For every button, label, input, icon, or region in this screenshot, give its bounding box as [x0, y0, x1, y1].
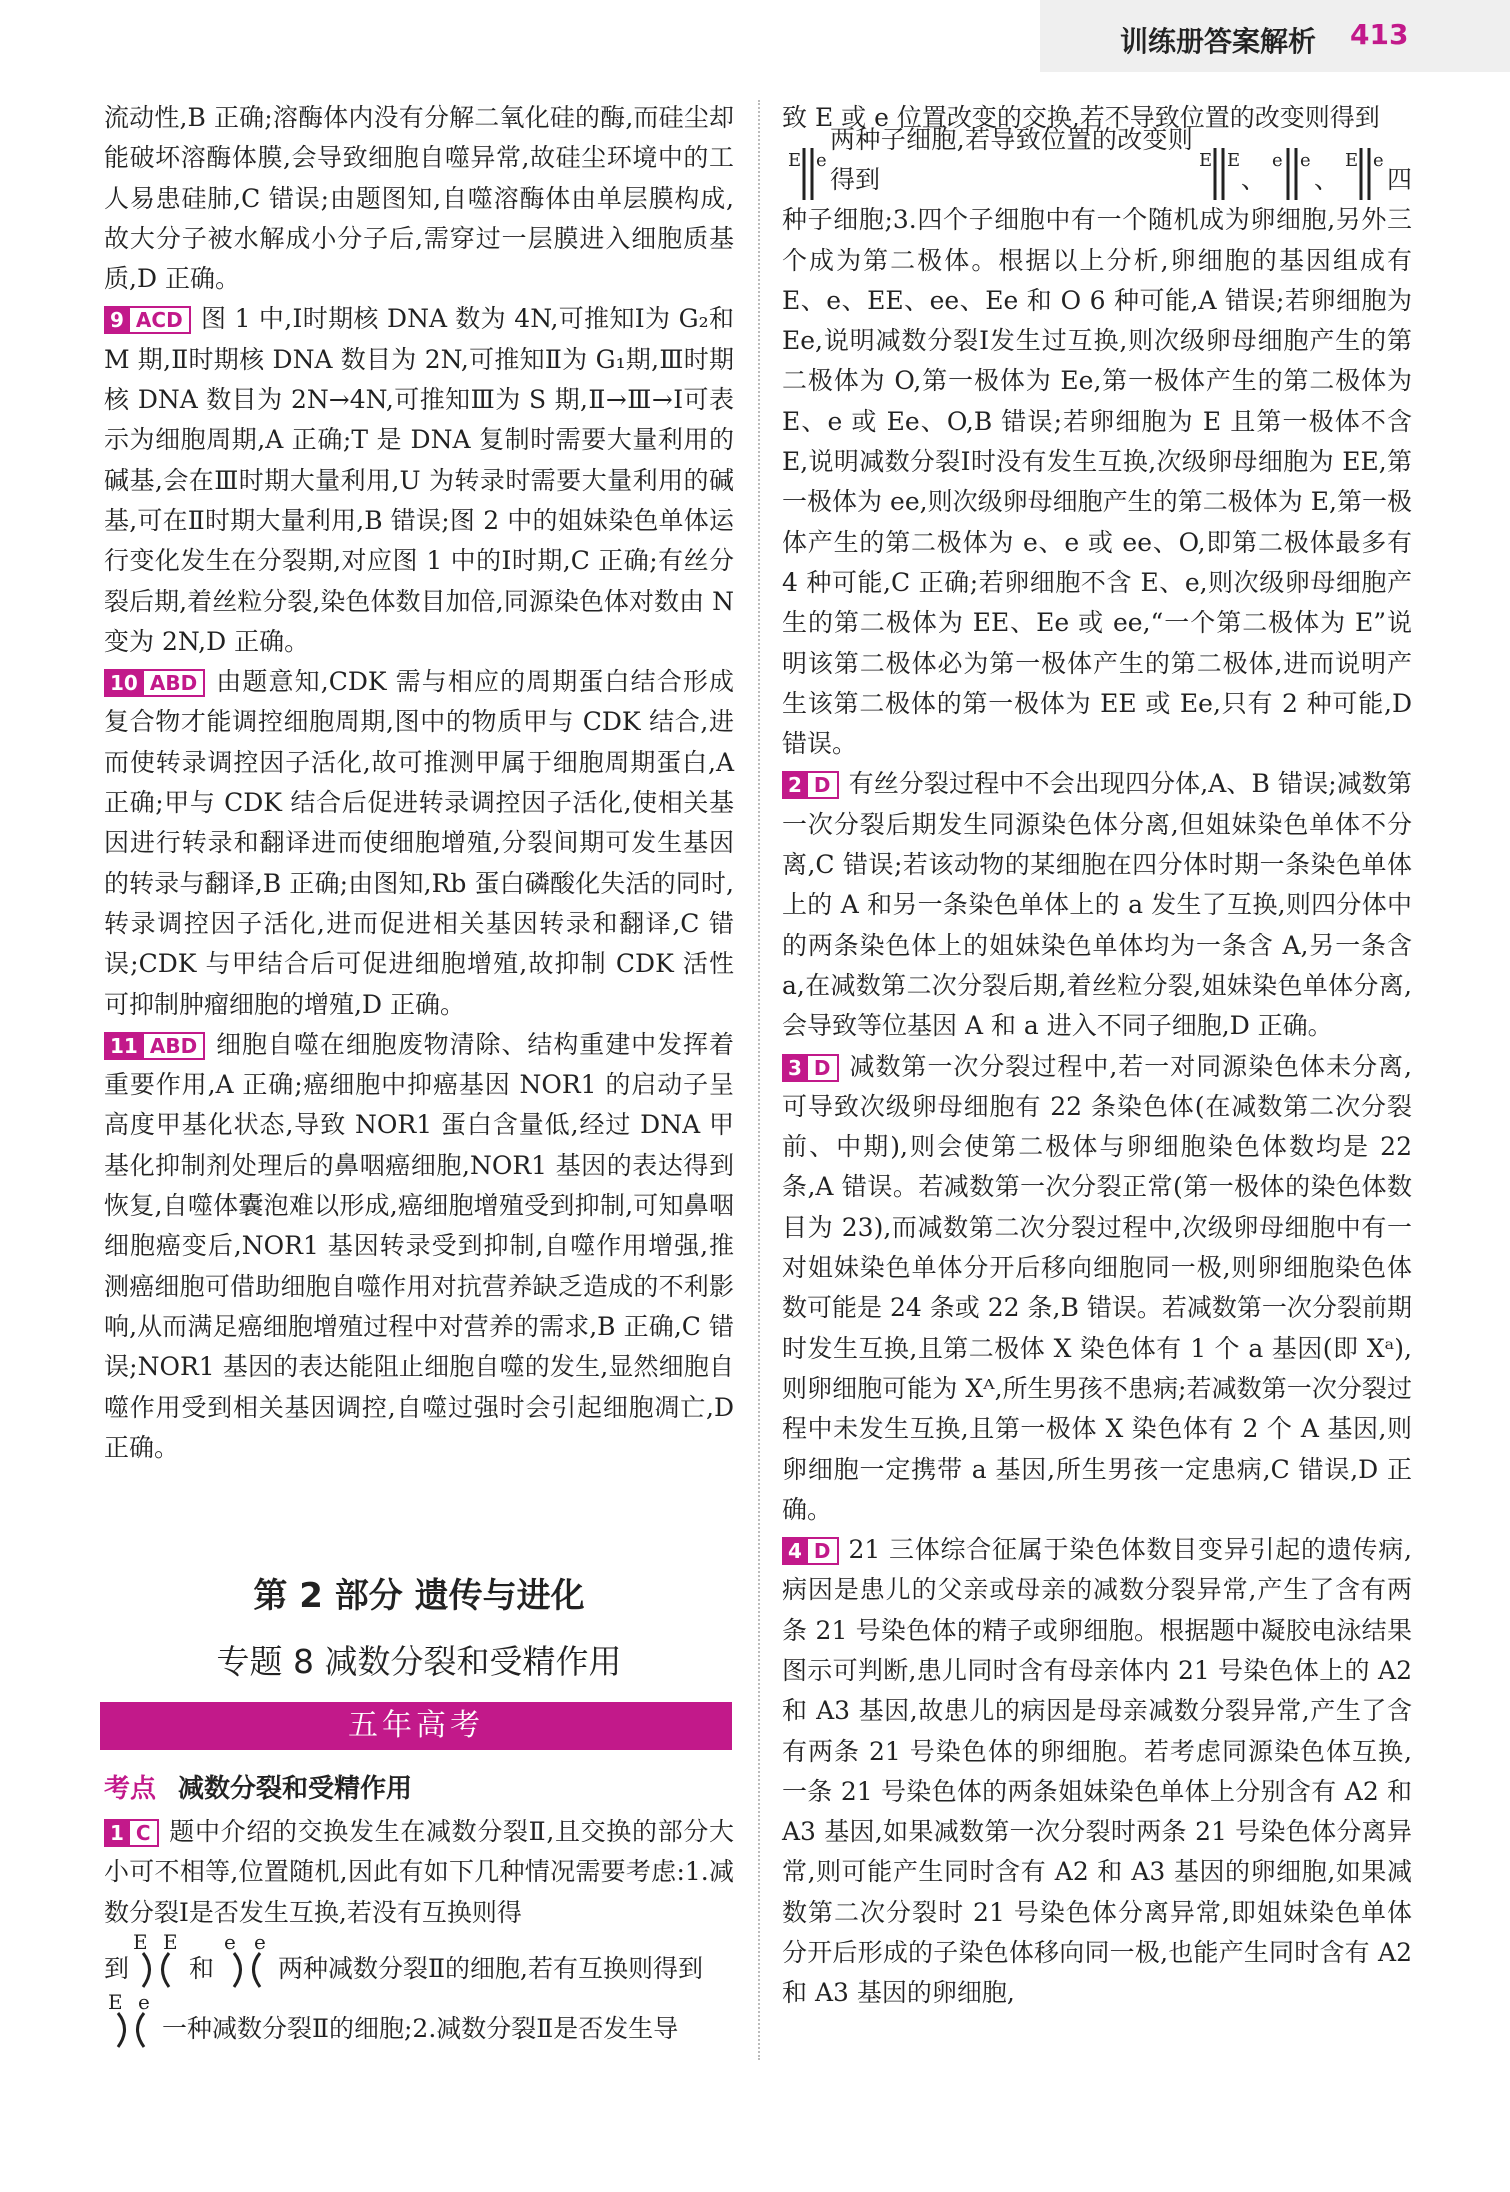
question-badge	[104, 1812, 159, 1852]
gene-label: e	[1372, 150, 1384, 172]
knowledge-point-title: 减数分裂和受精作用	[178, 1774, 413, 1804]
text-fragment: 、	[1313, 165, 1339, 194]
question-number: 4	[782, 1537, 808, 1565]
paragraph: 种子细胞;3.四个子细胞中有一个随机成为卵细胞,另外三个成为第二极体。根据以上分析,卵细胞的基因组成有 E、e、EE、ee、Ee 和 O 6 种可能,A 错误;若卵细胞为 Ee,说明减数分裂Ⅰ发生过互换,则次级卵母细胞产生的第二极体为 O,第一极体为 Ee,第一极体产生的第二极体为 E、e 或 Ee、O,B 错误;若卵细胞为 E 且第一极体不含 E,说明减数分裂Ⅰ时没有发生互换,次级卵母细胞为 EE,第一极体为 ee,则次级卵母细胞产生的第二极体为 E,第一极体产生的第二极体为 e、e 或 ee、O,即第二极体最多有 4 种可能,C 正确;若卵细胞不含 E、e,则次级卵母细胞产生的第二极体为 EE、Ee 或 ee,“一个第二极体为 E”说明该第二极体必为第一极体产生的第二极体,进而说明产生该第二极体的第一极体为 EE 或 Ee,只有 2 种可能,D 错误。	[782, 205, 1412, 759]
question-number: 3	[782, 1054, 808, 1082]
chromosome-x-diagram	[104, 1991, 158, 2049]
answer-item-1	[104, 1812, 734, 1933]
page-header	[1040, 0, 1510, 72]
answer-text: 有丝分裂过程中不会出现四分体,A、B 错误;减数第一次分裂后期发生同源染色体分离,但姐妹染色单体不分离,C 错误;若该动物的某细胞在四分体时期一条染色单体上的 A 和另一条染色单体上的 a 发生了互换,则四分体中的两条染色体上的姐妹染色单体均为一条含 A,另一条含 a,在减数第二次分裂后期,着丝粒分裂,姐妹染色单体分离,会导致等位基因 A 和 a 进入不同子细胞,D 正确。	[782, 769, 1412, 1041]
text-fragment: 到	[104, 1953, 130, 1983]
gene-label: E	[108, 1990, 123, 2014]
paragraph: 致 E 或 e 位置改变的交换,若不导致位置的改变则得到	[782, 103, 1380, 132]
question-badge	[782, 1530, 839, 1570]
left-column	[104, 98, 734, 1468]
chromosome-x-diagram	[129, 1931, 183, 1989]
page-number: 413	[1350, 18, 1409, 51]
question-number: 11	[104, 1032, 144, 1060]
answer-text: 细胞自噬在细胞废物清除、结构重建中发挥着重要作用,A 正确;癌细胞中抑癌基因 NOR1 的启动子呈高度甲基化状态,导致 NOR1 蛋白含量低,经过 DNA 甲基化抑制剂处理后的鼻咽癌细胞,NOR1 基因的表达得到恢复,自噬体囊泡难以形成,癌细胞增殖受到抑制,可知鼻咽细胞癌变后,NOR1 基因转录受到抑制,自噬作用增强,推测癌细胞可借助细胞自噬作用对抗营养缺乏造成的不利影响,从而满足癌细胞增殖过程中对营养的需求,B 正确,C 错误;NOR1 基因的表达能阻止细胞自噬的发生,显然细胞自噬作用受到相关基因调控,自噬过强时会引起细胞凋亡,D 正确。	[104, 1029, 734, 1462]
answer-text: 由题意知,CDK 需与相应的周期蛋白结合形成复合物才能调控细胞周期,图中的物质甲与 CDK 结合,进而使转录调控因子活化,故可推测甲属于细胞周期蛋白,A 正确;甲与 CDK 结合后促进转录调控因子活化,使相关基因进行转录和翻译进而使细胞增殖,分裂间期可发生基因的转录与翻译,B 正确;由图知,Rb 蛋白磷酸化失活的同时,转录调控因子活化,进而促进相关基因转录和翻译,C 错误;CDK 与甲结合后可促进细胞增殖,故抑制 CDK 活性可抑制肿瘤细胞的增殖,D 正确。	[104, 667, 734, 1019]
left-column-bottom	[104, 1812, 734, 2049]
gene-label: E	[163, 1930, 178, 1954]
gene-label: e	[138, 1990, 150, 2014]
text-fragment: 和	[189, 1953, 215, 1983]
text-fragment: 、	[1240, 165, 1266, 194]
question-number: 10	[104, 669, 144, 697]
chromosome-x-shape	[104, 1991, 158, 2049]
question-number: 1	[104, 1819, 130, 1847]
chromatid-pair-shape	[1339, 142, 1393, 204]
gene-label: E	[1344, 150, 1359, 172]
gene-label: E	[1198, 150, 1213, 172]
text-fragment: 两种减数分裂Ⅱ的细胞,若有互换则得到	[278, 1953, 703, 1983]
chromosome-x-diagram	[220, 1931, 274, 1989]
text-fragment: 四	[1387, 165, 1413, 194]
gene-label: E	[788, 150, 802, 172]
chromatid-pair-diagram	[1339, 142, 1387, 200]
gene-label: E	[1226, 150, 1241, 172]
gene-label: e	[1271, 150, 1283, 172]
column-divider	[758, 100, 760, 2060]
chromatid-pair-diagram	[1266, 142, 1314, 200]
answer-text: 减数第一次分裂过程中,若一对同源染色体未分离,可导致次级卵母细胞有 22 条染色体(在减数第二次分裂前、中期),则会使第二极体与卵细胞染色体数均是 22 条,A 错误。若减数第一次分裂正常(第一极体的染色体数目为 23),而减数第二次分裂过程中,次级卵母细胞中有一对姐妹染色单体分开后移向细胞同一极,则卵细胞染色体数可能是 24 条或 22 条,B 错误。若减数第一次分裂前期时发生互换,且第二极体 X 染色体有 1 个 a 基因(即 Xᵃ),则卵细胞可能为 Xᴬ,所生男孩不患病;若减数第一次分裂过程中未发生互换,且第一极体 X 染色体有 2 个 A 基因,则卵细胞一定携带 a 基因,所生男孩一定患病,C 错误,D 正确。	[782, 1051, 1412, 1524]
chromatid-pair-diagram	[782, 142, 830, 200]
answer-choice: C	[128, 1819, 159, 1847]
question-badge	[104, 662, 205, 702]
gene-label: E	[133, 1930, 148, 1954]
question-number: 2	[782, 771, 808, 799]
question-badge	[104, 1025, 205, 1065]
header-title: 训练册答案解析	[1119, 25, 1316, 58]
right-column	[782, 98, 1412, 2014]
knowledge-point-label: 考点	[104, 1774, 157, 1804]
answer-choice: D	[806, 771, 839, 799]
answer-text: 21 三体综合征属于染色体数目变异引起的遗传病,病因是患儿的父亲或母亲的减数分裂异常,产生了含有两条 21 号染色体的精子或卵细胞。根据题中凝胶电泳结果图示可判断,患儿同时含有母亲体内 21 号染色体上的 A2 和 A3 基因,故患儿的病因是母亲减数分裂异常,产生了含有两条 21 号染色体的卵细胞。若考虑同源染色体互换,一条 21 号染色体的两条姐妹染色单体上分别含有 A2 和 A3 基因,如果减数第一次分裂时两条 21 号染色体分离异常,则可能产生同时含有 A2 和 A3 基因的卵细胞,如果减数第二次分裂时 21 号染色体分离异常,即姐妹染色单体分开后形成的子染色体移向同一极,也能产生同时含有 A2 和 A3 基因的卵细胞,	[782, 1535, 1412, 2008]
chromatid-pair-shape	[1193, 142, 1247, 204]
answer-text: 图 1 中,Ⅰ时期核 DNA 数为 4N,可推知Ⅰ为 G₂和 M 期,Ⅱ时期核 DNA 数目为 2N,可推知Ⅱ为 G₁期,Ⅲ时期核 DNA 数目为 2N→4N,可推知Ⅲ为 S 期,Ⅱ→Ⅲ→Ⅰ可表示为细胞周期,A 正确;T 是 DNA 复制时需要大量利用的碱基,会在Ⅲ时期大量利用,U 为转录时需要大量利用的碱基,可在Ⅱ时期大量利用,B 错误;图 2 中的姐妹染色单体运行变化发生在分裂期,对应图 1 中的Ⅰ时期,C 正确;有丝分裂后期,着丝粒分裂,染色体数目加倍,同源染色体对数由 N 变为 2N,D 正确。	[104, 304, 734, 656]
chromatid-pair-diagram	[1193, 142, 1241, 200]
chromatid-pair-shape	[1266, 142, 1320, 204]
answer-choice: ABD	[142, 669, 205, 697]
question-badge	[782, 764, 839, 804]
question-badge	[104, 299, 191, 339]
answer-choice: D	[806, 1537, 839, 1565]
answer-text: 题中介绍的交换发生在减数分裂Ⅱ,且交换的部分大小可不相等,位置随机,因此有如下几种情况需要考虑:1.减数分裂Ⅰ是否发生互换,若没有互换则得	[104, 1817, 734, 1927]
paragraph: 流动性,B 正确;溶酶体内没有分解二氧化硅的酶,而硅尘却能破坏溶酶体膜,会导致细胞自噬异常,故硅尘环境中的工人易患硅肺,C 错误;由题图知,自噬溶酶体由单层膜构成,故大分子被水解成小分子后,需穿过一层膜进入细胞质基质,D 正确。	[104, 103, 734, 294]
answer-choice: ACD	[128, 306, 191, 334]
question-badge	[782, 1047, 839, 1087]
answer-choice: ABD	[142, 1032, 205, 1060]
knowledge-point	[104, 1768, 412, 1805]
question-number: 9	[104, 306, 130, 334]
chromosome-line	[104, 1930, 734, 1989]
chromosome-x-shape	[220, 1931, 274, 1989]
gene-label: e	[816, 150, 827, 172]
chromosome-x-shape	[129, 1931, 183, 1989]
gene-label: e	[254, 1930, 266, 1954]
chromosome-line	[782, 124, 1413, 200]
answer-item-4	[782, 1530, 1412, 2014]
chromatid-pair-shape	[782, 142, 836, 204]
topic-title: 专题 8 减数分裂和受精作用	[216, 1642, 622, 1681]
answer-item-11	[104, 1025, 734, 1468]
answer-item-2	[782, 764, 1412, 1046]
gene-label: e	[1299, 150, 1311, 172]
section-band: 五年高考	[100, 1702, 732, 1750]
answer-item-9	[104, 299, 734, 662]
answer-item-10	[104, 662, 734, 1025]
answer-choice: D	[806, 1054, 839, 1082]
chromosome-line	[104, 1989, 734, 2049]
part-title: 第 2 部分 遗传与进化	[253, 1576, 585, 1616]
text-fragment: 两种子细胞,若导致位置的改变则得到	[830, 124, 1193, 194]
gene-label: e	[224, 1930, 236, 1954]
answer-item-3	[782, 1047, 1412, 1531]
text-fragment: 一种减数分裂Ⅱ的细胞;2.减数分裂Ⅱ是否发生导	[162, 2013, 679, 2043]
